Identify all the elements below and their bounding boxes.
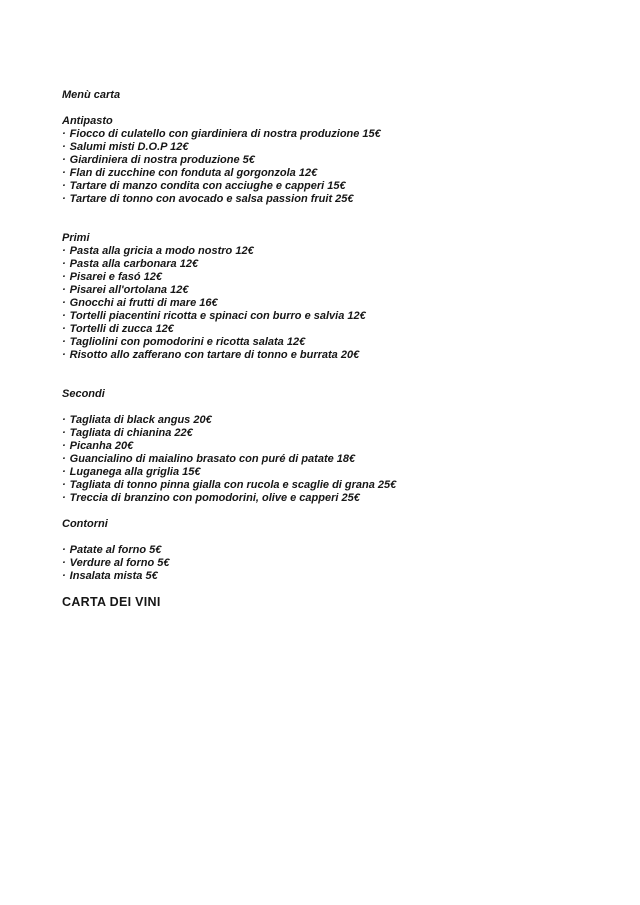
menu-item-text: Fiocco di culatello con giardiniera di nostra produzione 15€	[69, 128, 381, 140]
menu-document	[62, 89, 396, 609]
menu-item	[62, 154, 396, 167]
menu-item	[62, 310, 396, 323]
bullet-marker: ·	[62, 570, 66, 582]
menu-item	[62, 141, 396, 154]
menu-item-text: Patate al forno 5€	[69, 544, 162, 556]
menu-section-contorni	[62, 518, 396, 583]
menu-item	[62, 466, 396, 479]
menu-item-text: Risotto allo zafferano con tartare di tonno e burrata 20€	[69, 349, 360, 361]
menu-item	[62, 284, 396, 297]
menu-item-text: Tortelli piacentini ricotta e spinaci con burro e salvia 12€	[69, 310, 366, 322]
menu-section-secondi	[62, 388, 396, 505]
bullet-marker: ·	[62, 466, 66, 478]
menu-title: Menù carta	[62, 89, 121, 101]
menu-item-text: Giardiniera di nostra produzione 5€	[69, 154, 255, 166]
section-header: Contorni	[62, 518, 108, 530]
menu-item-text: Tortelli di zucca 12€	[69, 323, 174, 335]
bullet-marker: ·	[62, 453, 66, 465]
bullet-marker: ·	[62, 557, 66, 569]
menu-item	[62, 570, 396, 583]
menu-item	[62, 440, 396, 453]
menu-item	[62, 297, 396, 310]
menu-item-text: Luganega alla griglia 15€	[69, 466, 201, 478]
menu-item-text: Tagliata di chianina 22€	[69, 427, 193, 439]
bullet-marker: ·	[62, 440, 66, 452]
menu-item	[62, 323, 396, 336]
menu-item	[62, 414, 396, 427]
menu-item	[62, 492, 396, 505]
menu-item-text: Guancialino di maialino brasato con puré di patate 18€	[69, 453, 356, 465]
menu-item-text: Pasta alla carbonara 12€	[69, 258, 199, 270]
menu-item-text: Pasta alla gricia a modo nostro 12€	[69, 245, 254, 257]
menu-item-text: Tagliata di black angus 20€	[69, 414, 212, 426]
bullet-marker: ·	[62, 479, 66, 491]
bullet-marker: ·	[62, 336, 66, 348]
bullet-marker: ·	[62, 323, 66, 335]
bullet-marker: ·	[62, 258, 66, 270]
menu-item	[62, 245, 396, 258]
menu-item	[62, 544, 396, 557]
menu-item-text: Gnocchi ai frutti di mare 16€	[69, 297, 218, 309]
menu-item	[62, 336, 396, 349]
bullet-marker: ·	[62, 414, 66, 426]
bullet-marker: ·	[62, 180, 66, 192]
menu-item	[62, 453, 396, 466]
bullet-marker: ·	[62, 141, 66, 153]
bullet-marker: ·	[62, 349, 66, 361]
section-header: Secondi	[62, 388, 105, 400]
menu-item-text: Flan di zucchine con fonduta al gorgonzola 12€	[69, 167, 318, 179]
section-header: Antipasto	[62, 115, 113, 127]
bullet-marker: ·	[62, 245, 66, 257]
menu-section-primi	[62, 232, 396, 362]
menu-item	[62, 193, 396, 206]
bullet-marker: ·	[62, 128, 66, 140]
menu-item-text: Salumi misti D.O.P 12€	[69, 141, 189, 153]
menu-item	[62, 258, 396, 271]
bullet-marker: ·	[62, 193, 66, 205]
menu-item	[62, 427, 396, 440]
menu-item-text: Treccia di branzino con pomodorini, olive e capperi 25€	[69, 492, 360, 504]
menu-item-text: Pisarei e fasó 12€	[69, 271, 163, 283]
bullet-marker: ·	[62, 544, 66, 556]
menu-item-text: Tartare di manzo condita con acciughe e capperi 15€	[69, 180, 346, 192]
section-header: Primi	[62, 232, 90, 244]
menu-item	[62, 128, 396, 141]
menu-item-text: Insalata mista 5€	[69, 570, 158, 582]
bullet-marker: ·	[62, 492, 66, 504]
menu-item	[62, 557, 396, 570]
menu-item	[62, 271, 396, 284]
bullet-marker: ·	[62, 310, 66, 322]
bullet-marker: ·	[62, 284, 66, 296]
menu-item	[62, 180, 396, 193]
bullet-marker: ·	[62, 271, 66, 283]
menu-item	[62, 167, 396, 180]
bullet-marker: ·	[62, 167, 66, 179]
menu-item-text: Tagliolini con pomodorini e ricotta salata 12€	[69, 336, 306, 348]
menu-item-text: Picanha 20€	[69, 440, 134, 452]
menu-item-text: Verdure al forno 5€	[69, 557, 170, 569]
menu-item	[62, 349, 396, 362]
menu-item-text: Tagliata di tonno pinna gialla con rucola e scaglie di grana 25€	[69, 479, 397, 491]
menu-item-text: Tartare di tonno con avocado e salsa passion fruit 25€	[69, 193, 354, 205]
bullet-marker: ·	[62, 297, 66, 309]
menu-item-text: Pisarei all'ortolana 12€	[69, 284, 189, 296]
bullet-marker: ·	[62, 154, 66, 166]
menu-section-antipasto	[62, 115, 396, 206]
wine-list-header: CARTA DEI VINI	[62, 595, 161, 609]
menu-sections	[62, 115, 396, 583]
bullet-marker: ·	[62, 427, 66, 439]
menu-item	[62, 479, 396, 492]
